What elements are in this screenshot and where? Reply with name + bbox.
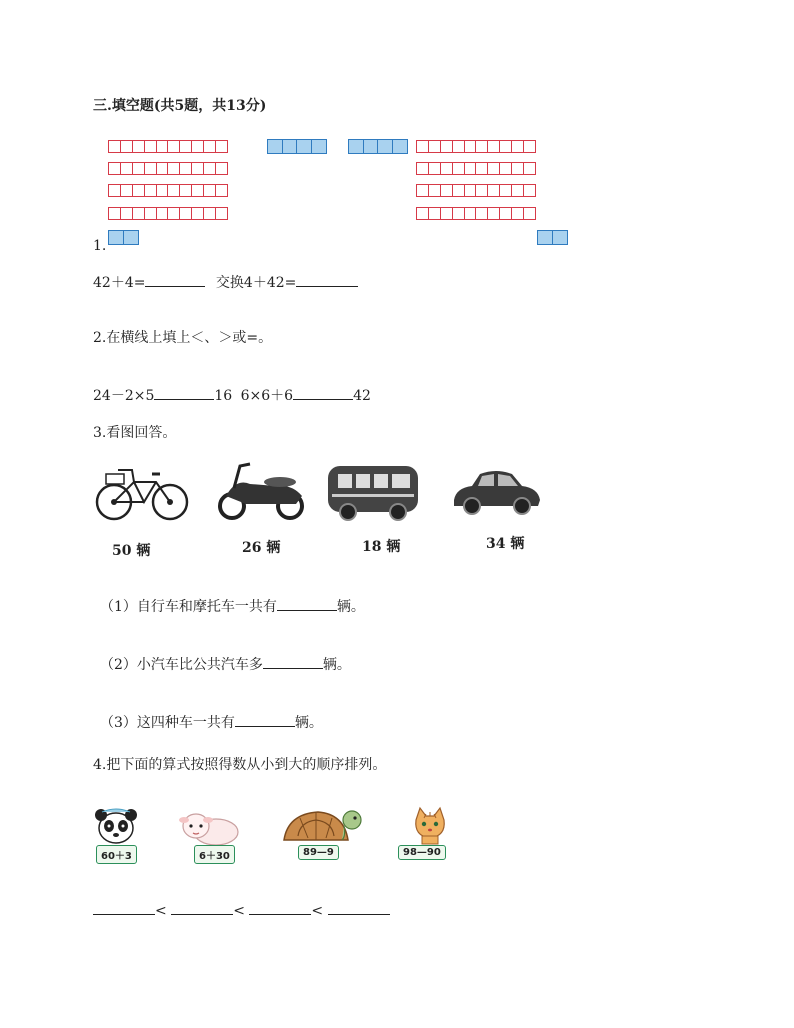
q2-blank-2[interactable] [293,385,353,400]
q2-prompt: 2.在横线上填上＜、＞或=。 [93,330,273,346]
section-title: 三.填空题(共5题，共13分) [93,98,267,114]
q2-expr2-right: 42 [353,388,371,404]
red-unit-cell [215,184,228,197]
ten-bar [108,140,227,153]
blue-unit-cell [392,139,408,154]
sheep-expr-badge: 6＋30 [194,845,235,864]
red-unit-cell [523,207,536,220]
motorcycle-icon [216,458,306,522]
red-unit-cell [523,140,536,153]
red-unit-cell [523,184,536,197]
q1-number: 1. [93,238,107,254]
ones-blocks [537,230,566,245]
car-icon [450,466,542,516]
panda-expr-badge: 60＋3 [96,845,137,864]
bicycle-icon [94,460,190,522]
blue-unit-cell [123,230,139,245]
q2-expr1-left: 24－2×5 [93,388,155,404]
ten-bar [416,140,535,153]
blue-unit-cell [552,230,568,245]
q3-blank-1[interactable] [277,596,337,611]
q3-blank-2[interactable] [263,654,323,669]
place-value-figure [0,0,794,260]
q1-expr-b: 交换4＋42= [215,275,297,291]
q4-blank-1[interactable] [93,900,155,915]
ones-blocks [267,139,325,154]
q3-sub3: （3）这四种车一共有 辆。 [100,712,323,732]
red-unit-cell [215,207,228,220]
q1-answer-blank-a[interactable] [145,272,205,287]
ten-bar [416,162,535,175]
blue-unit-cell [311,139,327,154]
red-unit-cell [215,140,228,153]
turtle-icon [278,806,364,850]
ten-bar [416,184,535,197]
q3-sub2: （2）小汽车比公共汽车多 辆。 [100,654,351,674]
ones-blocks [108,230,137,245]
ten-bar [416,207,535,220]
vehicle-label-3: 18 辆 [362,539,401,555]
q2-expr1-right: 16 [214,388,233,404]
cat-expr-badge: 98—90 [398,845,446,860]
q2-blank-1[interactable] [154,385,214,400]
turtle-expr-badge: 89—9 [298,845,339,860]
q1-answer-blank-b[interactable] [296,272,358,287]
q4-blank-3[interactable] [249,900,311,915]
q4-prompt: 4.把下面的算式按照得数从小到大的顺序排列。 [93,757,387,773]
sheep-icon [178,808,242,848]
ten-bar [108,207,227,220]
ten-bar [108,184,227,197]
q1-expr-a: 42＋4= [93,275,146,291]
q3-blank-3[interactable] [235,712,295,727]
q4-blank-4[interactable] [328,900,390,915]
red-unit-cell [215,162,228,175]
vehicle-label-4: 34 辆 [486,536,525,552]
q1-line [93,272,358,292]
q3-prompt: 3.看图回答。 [93,425,177,441]
red-unit-cell [523,162,536,175]
cat-icon [410,806,450,846]
q4-blank-2[interactable] [171,900,233,915]
panda-icon [92,806,140,846]
vehicle-label-2: 26 辆 [242,540,281,556]
q4-order-line: < < < [93,900,390,919]
ones-blocks [348,139,406,154]
q3-sub1: （1）自行车和摩托车一共有 辆。 [100,596,365,616]
ten-bar [108,162,227,175]
q2-expr2-left: 6×6＋6 [240,388,294,404]
vehicle-label-1: 50 辆 [112,543,151,559]
bus-icon [326,464,420,522]
q2-line [93,385,371,405]
